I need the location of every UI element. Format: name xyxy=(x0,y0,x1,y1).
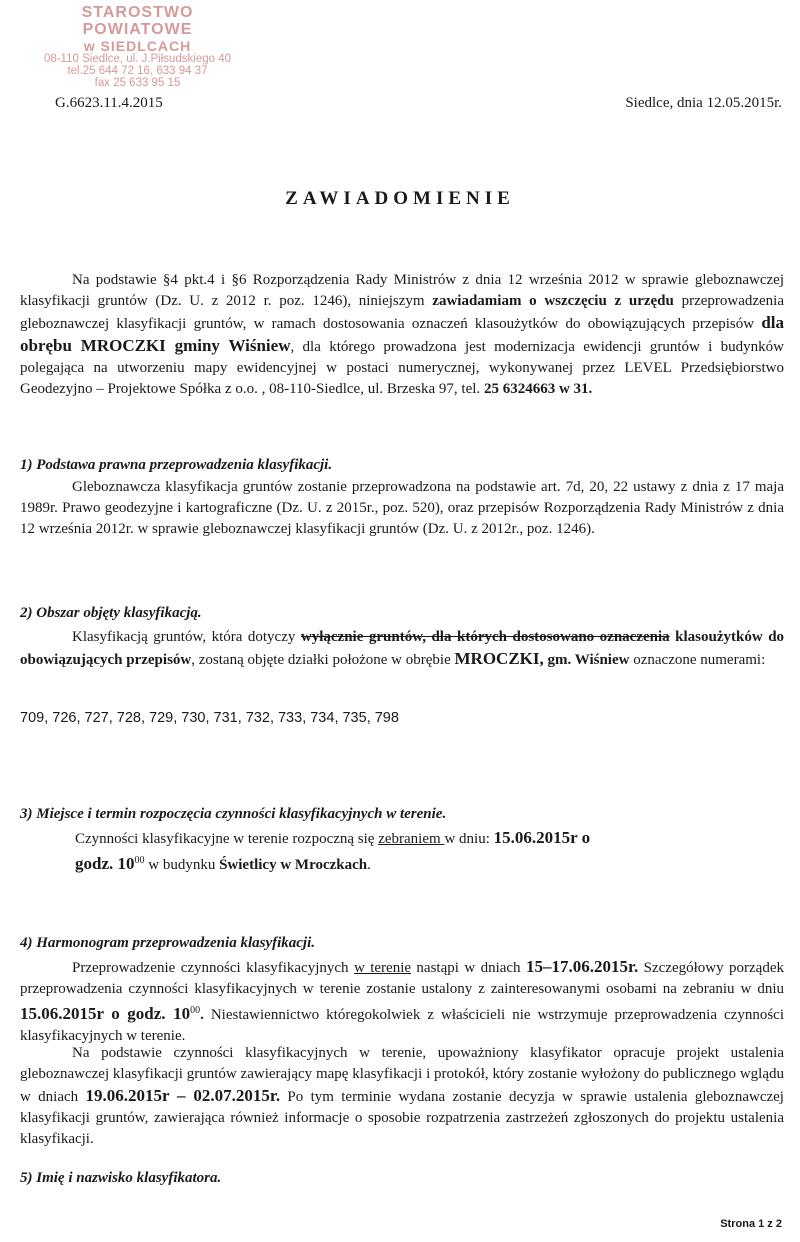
intro-phone: 25 6324663 w 31. xyxy=(483,381,593,397)
inspection-dates: 19.06.2015r – 02.07.2015r. xyxy=(85,1086,281,1105)
section3-text xyxy=(75,827,775,876)
section4-text: nastąpi w dniach xyxy=(411,960,526,976)
section4-bold: . xyxy=(200,1007,204,1023)
underlined-text: w terenie xyxy=(353,960,412,976)
time-superscript: 00 xyxy=(134,855,145,866)
intro-text: przeprowadzenia gleboznawczej klasyfikacji gruntów, w ramach dostosowania oznaczeń klasoużytków do obowiązujących przepisów xyxy=(20,293,785,332)
section-heading: 4) Harmonogram przeprowadzenia klasyfikacji. xyxy=(20,935,316,951)
meeting-datetime: 15.06.2015r o godz. 10 xyxy=(20,1004,191,1023)
footer-total: 2 xyxy=(775,1218,782,1230)
section1-text: Gleboznawcza klasyfikacja gruntów zostanie przeprowadzona na podstawie art. 7d, 20, 22 ustawy z dnia z 17 maja 1989r. Prawo geodezyjne i kartograficzne (Dz. U. z 2015r., poz. 520), oraz przepisów Rozporządzenia Rady Ministrów z dnia 12 września 2012r. w sprawie gleboznawczej klasyfikacji gruntów (Dz. U. z 2012r., poz. 1246). xyxy=(20,479,784,537)
official-stamp xyxy=(30,5,245,89)
page-footer xyxy=(720,1218,782,1230)
footer-sep: z xyxy=(764,1218,776,1230)
section2-text-part: oznaczone numerami: xyxy=(629,652,766,668)
reference-number: G.6623.11.4.2015 xyxy=(55,95,163,111)
section4-paragraph2 xyxy=(20,1043,784,1150)
stamp-line: 08-110 Siedlce, ul. J.Piłsudskiego 40 xyxy=(43,53,232,66)
section-heading: 2) Obszar objęty klasyfikacją. xyxy=(20,605,202,621)
document-title: ZAWIADOMIENIE xyxy=(285,188,515,209)
intro-text: , dla którego prowadzona jest modernizacja ewidencji gruntów i budynków polegająca na utworzeniu mapy ewidencyjnej w postaci numerycznej, wykonywanej przez LEVEL Przedsiębiorstwo Geodezyjno – Projektowe Spółka z o.o. , 08-110-Siedlce, ul. Brzeska 97, tel. xyxy=(20,339,784,397)
section2-bold: gm. Wiśniew xyxy=(547,652,630,668)
underlined-text: zebraniem xyxy=(378,831,445,847)
section3-text-part: Czynności klasyfikacyjne w terenie rozpoczną się xyxy=(75,831,379,847)
stamp-line: tel.25 644 72 16, 633 94 37 xyxy=(67,65,208,78)
section4-text: Po tym terminie wydana zostanie decyzja w sprawie ustalenia gleboznawczej klasyfikacji gruntów, zawierająca również informacje o sposobie rozpatrzenia zastrzeżeń zgłoszonych do projektu ustalenia klasyfikacji. xyxy=(20,1089,784,1147)
place-date: Siedlce, dnia 12.05.2015r. xyxy=(625,95,782,111)
fieldwork-dates: 15–17.06.2015r. xyxy=(525,957,639,976)
section2-text-part: , zostaną objęte działki położone w obrębie xyxy=(191,652,455,668)
section3-text-part: . xyxy=(367,857,371,873)
stamp-line: fax 25 633 95 15 xyxy=(94,77,181,90)
section2-bold: klasoużytków do obowiązujących przepisów xyxy=(20,629,785,668)
stamp-line: w SIEDLCACH xyxy=(83,37,192,54)
intro-bold: zawiadamiam o wszczęciu z urzędu xyxy=(432,293,674,309)
section2-bold: MROCZKI, xyxy=(454,649,544,668)
intro-text: Na podstawie §4 pkt.4 i §6 Rozporządzenia Rady Ministrów z dnia 12 września 2012 w sprawie gleboznawczej klasyfikacji gruntów (Dz. U. z 2012 r. poz. 1246), niniejszym xyxy=(20,272,784,309)
time-superscript: 00 xyxy=(190,1005,201,1016)
section4-text: Przeprowadzenie czynności klasyfikacyjnych xyxy=(72,960,354,976)
meeting-time: godz. 10 xyxy=(75,854,135,873)
meeting-place: Świetlicy w Mroczkach xyxy=(219,857,368,873)
intro-bold: dla obrębu MROCZKI gminy Wiśniew xyxy=(20,313,784,355)
section4-text: Na podstawie czynności klasyfikacyjnych w terenie, upoważniony klasyfikator opracuje projekt ustalenia gleboznawczej klasyfikacji gruntów zawierający mapę klasyfikacji i protokół, który zostanie wyłożony do publicznego wglądu w dniach xyxy=(20,1045,784,1105)
intro-paragraph xyxy=(20,270,784,400)
footer-prefix: Strona xyxy=(720,1218,759,1230)
section-heading: 1) Podstawa prawna przeprowadzenia klasyfikacji. xyxy=(20,457,333,473)
section2-text-part: Klasyfikacją gruntów, która dotyczy xyxy=(72,629,301,645)
section4-text: Szczegółowy porządek przeprowadzenia czynności klasyfikacyjnych w terenie zostanie ustalony z zainteresowanymi osobami na zebraniu w dniu xyxy=(20,960,784,997)
section4-paragraph1 xyxy=(20,956,784,1047)
section3-text-part: w dniu: xyxy=(444,831,494,847)
section-heading: 3) Miejsce i termin rozpoczęcia czynności klasyfikacyjnych w terenie. xyxy=(20,806,447,822)
section3-text-part: w budynku xyxy=(144,857,220,873)
footer-page: 1 xyxy=(758,1218,765,1230)
struck-text: wyłącznie gruntów, dla których dostosowano oznaczenia xyxy=(300,629,670,645)
stamp-line: STAROSTWO POWIATOWE xyxy=(81,4,194,38)
section4-text: Niestawiennictwo któregokolwiek z właścicieli nie wstrzymuje przeprowadzenia czynności klasyfikacyjnych w terenie. xyxy=(20,1007,784,1044)
section2-text xyxy=(20,627,784,671)
parcel-numbers: 709, 726, 727, 728, 729, 730, 731, 732, 733, 734, 735, 798 xyxy=(20,710,399,726)
section-heading: 5) Imię i nazwisko klasyfikatora. xyxy=(20,1170,222,1186)
meeting-date: 15.06.2015r o xyxy=(493,828,591,847)
